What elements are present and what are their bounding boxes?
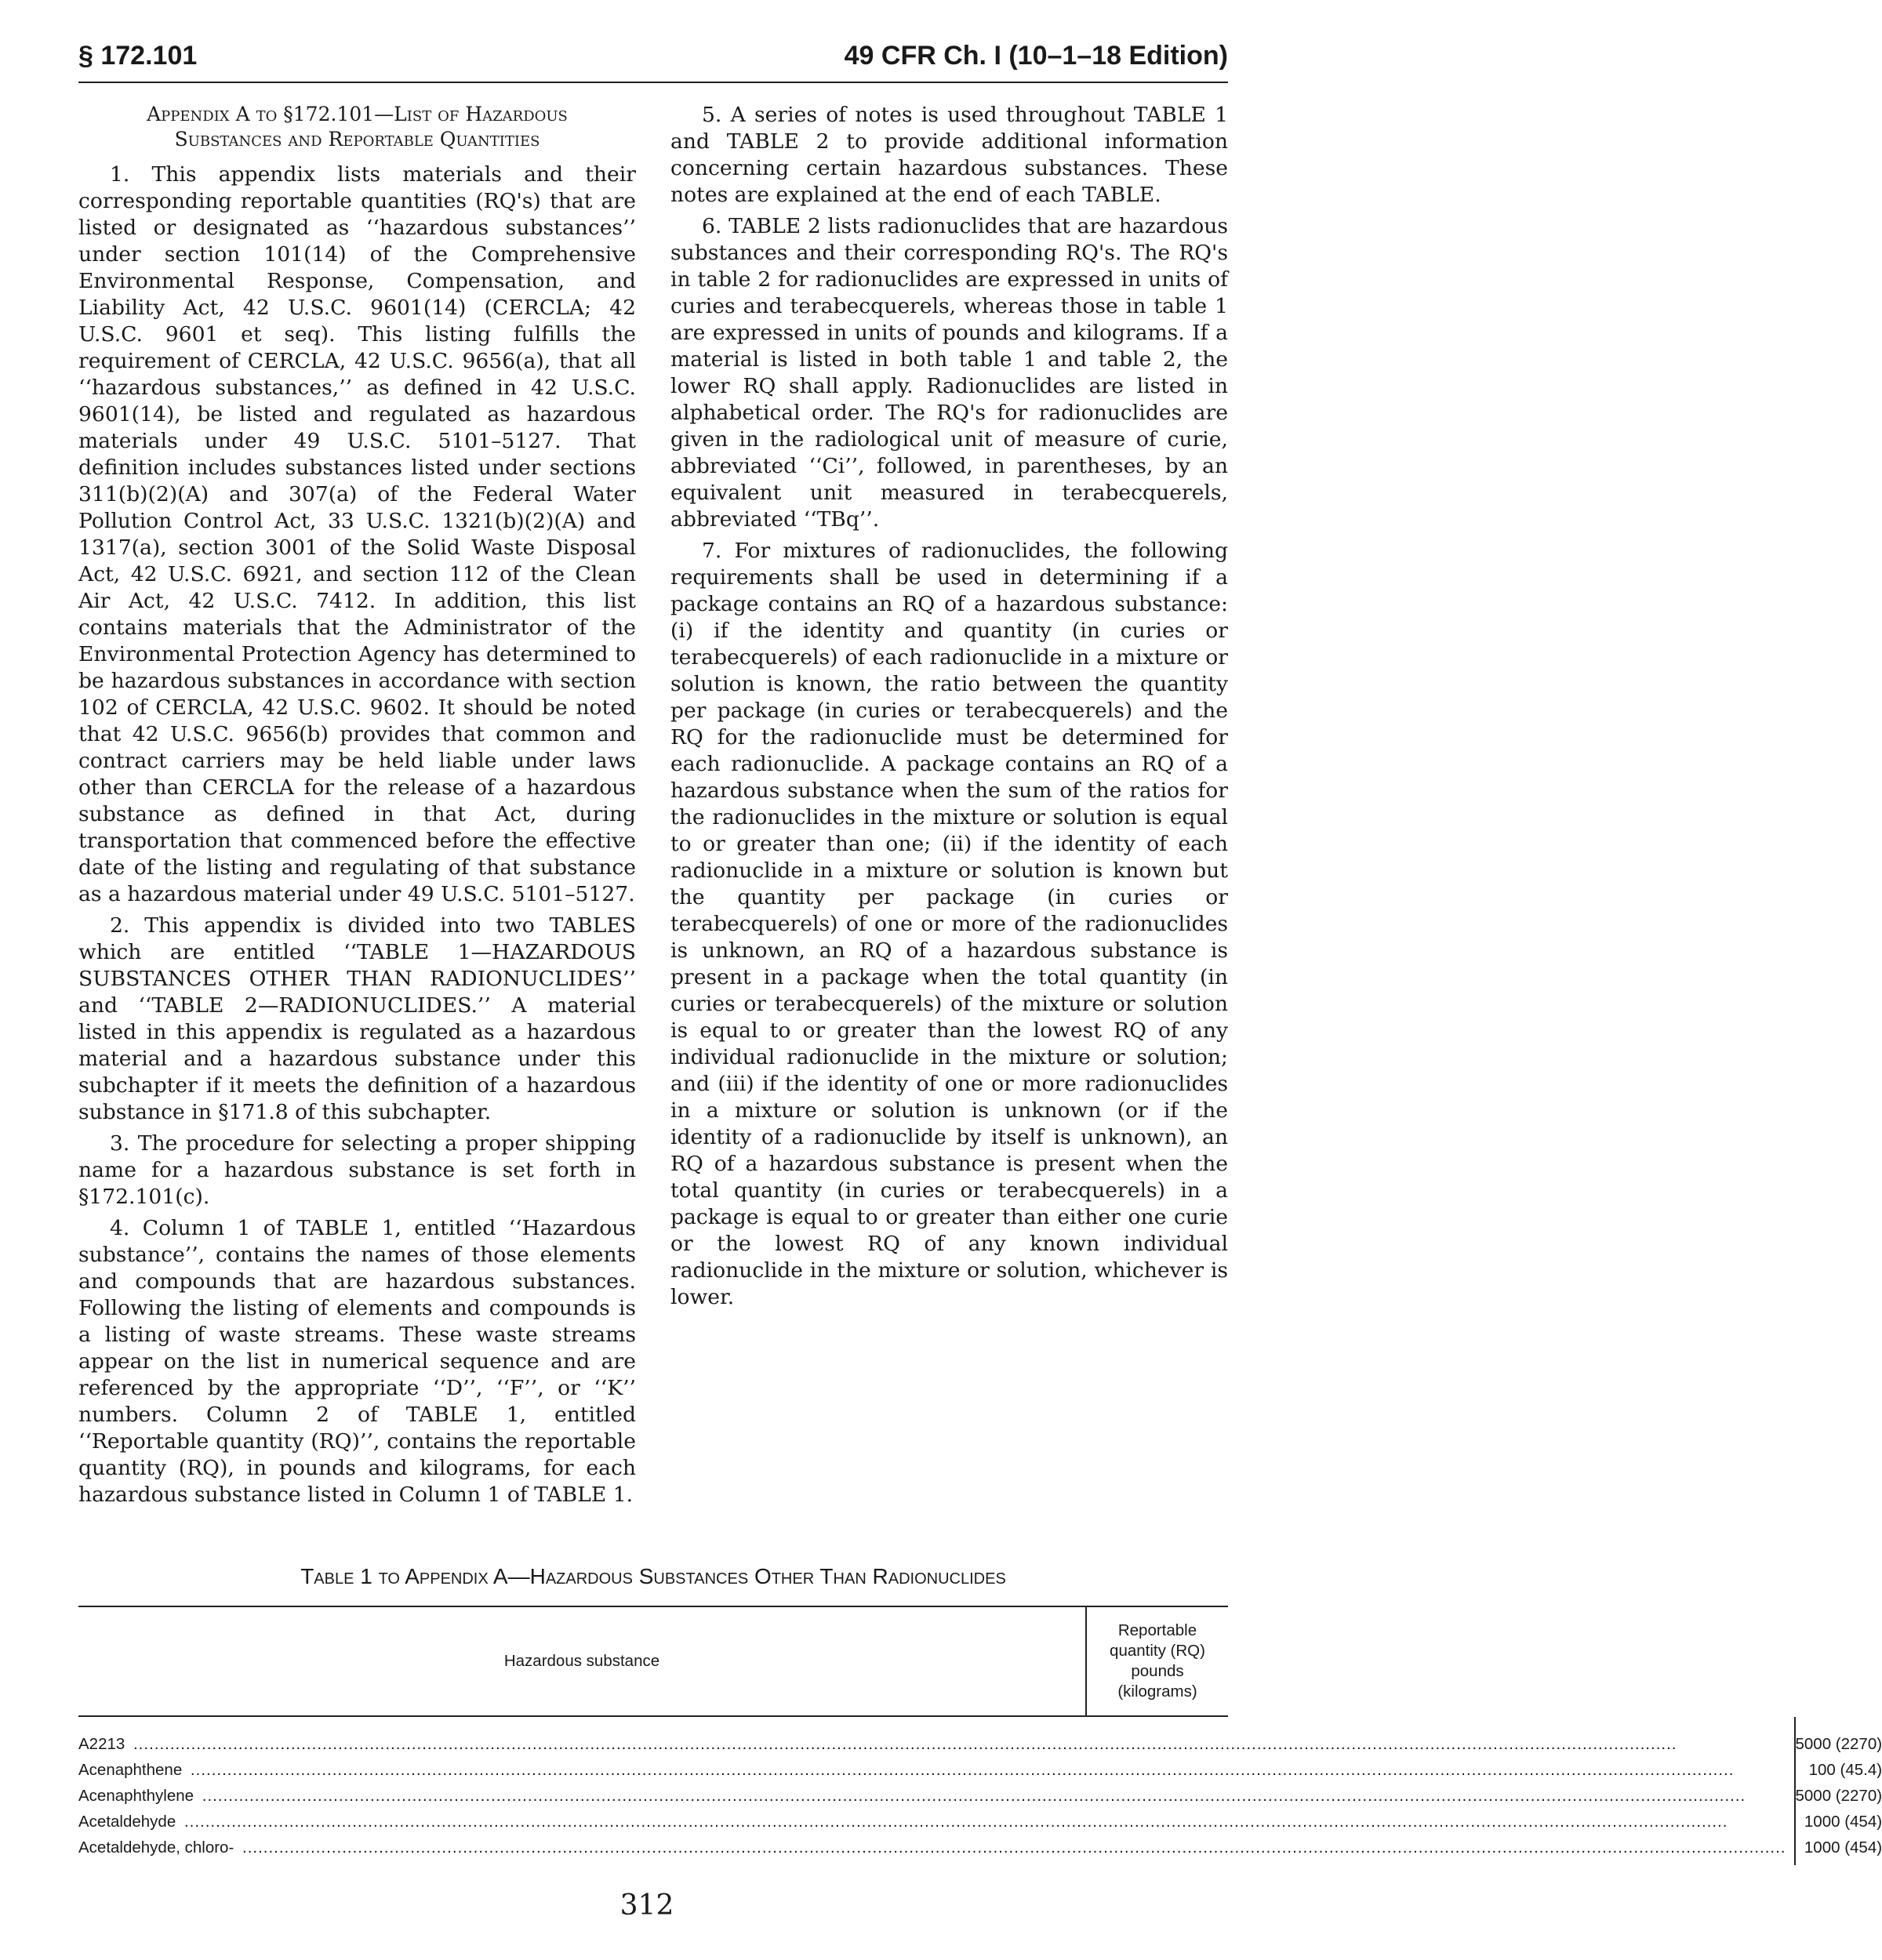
paragraph-2: 2. This appendix is divided into two TABLES which are entitled ‘‘TABLE 1—HAZARDOUS SUBSTANCES OTHER THAN RADIONUCLIDES’’ and ‘‘TABLE 2—RADIONUCLIDES.’’ A material listed in this appendix is regulated as a hazardous material and a hazardous substance under this subchapter if it meets the definition of a hazardous substance in §171.8 of this subchapter. (78, 913, 636, 1124)
rq-value: 5000 (2270) (1795, 1787, 1882, 1805)
table-row (78, 1809, 1794, 1835)
substance-name: Acenaphthene (78, 1761, 185, 1779)
appendix-title (78, 102, 636, 152)
substance-name: A2213 (78, 1735, 128, 1753)
rq-value: 5000 (2270) (1795, 1735, 1882, 1753)
rq-header-line4: (kilograms) (1117, 1682, 1197, 1700)
column-header-rq (1087, 1607, 1228, 1715)
paragraph-6: 6. TABLE 2 lists radionuclides that are hazardous substances and their corresponding RQ's. The RQ's in table 2 for radionuclides are expressed in units of curies and terabecquerels, whereas those in table 1 are expressed in units of pounds and kilograms. If a material is listed in both table 1 and table 2, the lower RQ shall apply. Radionuclides are listed in alphabetical order. The RQ's for radionuclides are given in the radiological unit of measure of curie, abbreviated ‘‘Ci’’, followed, in parentheses, by an equivalent unit measured in terabecquerels, abbreviated ‘‘TBq’’. (670, 214, 1228, 532)
rq-header-line2: quantity (RQ) (1110, 1642, 1205, 1660)
right-column (670, 102, 1228, 1552)
substance-name: Acetaldehyde, chloro- (78, 1838, 237, 1857)
rq-value: 1000 (454) (1804, 1813, 1882, 1831)
table-row (78, 1757, 1794, 1783)
table-row (78, 1835, 1794, 1860)
rq-header-line1: Reportable (1117, 1621, 1197, 1639)
rq-value: 1000 (454) (1804, 1838, 1882, 1857)
body-columns (78, 102, 1228, 1552)
rq-column (1796, 1717, 1882, 1865)
rq-header-line3: pounds (1131, 1662, 1184, 1680)
table-body (78, 1717, 1882, 1865)
table-row (78, 1731, 1794, 1757)
table-title: Table 1 to Appendix A—Hazardous Substances Other Than Radionuclides (300, 1564, 1006, 1588)
substance-name: Acenaphthylene (78, 1787, 197, 1805)
paragraph-5: 5. A series of notes is used throughout TABLE 1 and TABLE 2 to provide additional information concerning certain hazardous substances. These notes are explained at the end of each TABLE. (670, 103, 1228, 207)
paragraph-1: 1. This appendix lists materials and their corresponding reportable quantities (RQ's) that are listed or designated as ‘‘hazardous substances’’ under section 101(14) of the Comprehensive Environmental Response, Compensation, and Liability Act, 42 U.S.C. 9601(14) (CERCLA; 42 U.S.C. 9601 et seq). This listing fulfills the requirement of CERCLA, 42 U.S.C. 9656(a), that all ‘‘hazardous substances,’’ as defined in 42 U.S.C. 9601(14), be listed and regulated as hazardous materials under 49 U.S.C. 5101–5127. That definition includes substances listed under sections 311(b)(2)(A) and 307(a) of the Federal Water Pollution Control Act, 33 U.S.C. 1321(b)(2)(A) and 1317(a), section 3001 of the Solid Waste Disposal Act, 42 U.S.C. 6921, and section 112 of the Clean Air Act, 42 U.S.C. 7412. In addition, this list contains materials that the Administrator of the Environmental Protection Agency has determined to be hazardous substances in accordance with section 102 of CERCLA, 42 U.S.C. 9602. It should be noted that 42 U.S.C. 9656(b) provides that common and contract carriers may be held liable under laws other than CERCLA for the release of a hazardous substance as defined in that Act, during transportation that commenced before the effective date of the listing and regulating of that substance as a hazardous material under 49 U.S.C. 5101–5127. (78, 162, 636, 906)
substance-column (78, 1717, 1796, 1865)
substance-name: Acetaldehyde (78, 1813, 179, 1831)
paragraph-7: 7. For mixtures of radionuclides, the following requirements shall be used in determining if a package contains an RQ of a hazardous substance: (i) if the identity and quantity (in curies or terabecquerels) of each radionuclide in a mixture or solution is known, the ratio between the quantity per package (in curies or terabecquerels) and the RQ for the radionuclide must be determined for each radionuclide. A package contains an RQ of a hazardous substance when the sum of the ratios for the radionuclides in the mixture or solution is equal to or greater than one; (ii) if the identity of each radionuclide in a mixture or solution is known but the quantity per package (in curies or terabecquerels) of one or more of the radionuclides is unknown, an RQ of a hazardous substance is present in a package when the total quantity (in curies or terabecquerels) of the mixture or solution is equal to or greater than the lowest RQ of any individual radionuclide in the mixture or solution; and (iii) if the identity of one or more radionuclides in a mixture or solution is unknown (or if the identity of a radionuclide by itself is unknown), an RQ of a hazardous substance is present when the total quantity (in curies or terabecquerels) in a package is equal to or greater than either one curie or the lowest RQ of any known individual radionuclide in the mixture or solution, whichever is lower. (670, 539, 1228, 1309)
header-rule (78, 82, 1228, 83)
paragraph-4: 4. Column 1 of TABLE 1, entitled ‘‘Hazardous substance’’, contains the names of those elements and compounds that are hazardous substances. Following the listing of elements and compounds is a listing of waste streams. These waste streams appear on the list in numerical sequence and are referenced by the appropriate ‘‘D’’, ‘‘F’’, or ‘‘K’’ numbers. Column 2 of TABLE 1, entitled ‘‘Reportable quantity (RQ)’’, contains the reportable quantity (RQ), in pounds and kilograms, for each hazardous substance listed in Column 1 of TABLE 1. (78, 1216, 636, 1507)
paragraph-3: 3. The procedure for selecting a proper shipping name for a hazardous substance is set forth in §172.101(c). (78, 1131, 636, 1209)
table-row (78, 1783, 1794, 1809)
edition-header: 49 CFR Ch. I (10–1–18 Edition) (844, 41, 1228, 71)
rq-value: 100 (45.4) (1808, 1761, 1882, 1779)
column-header-substance: Hazardous substance (78, 1607, 1087, 1715)
section-header: § 172.101 (78, 41, 198, 71)
appendix-title-line1: Appendix A to §172.101—List of Hazardous (147, 103, 568, 125)
hazardous-substances-table (78, 1606, 1882, 1865)
appendix-title-line2: Substances and Reportable Quantities (174, 128, 540, 151)
left-column (78, 102, 636, 1552)
page-number: 312 (619, 1889, 674, 1922)
table-header (78, 1606, 1228, 1717)
